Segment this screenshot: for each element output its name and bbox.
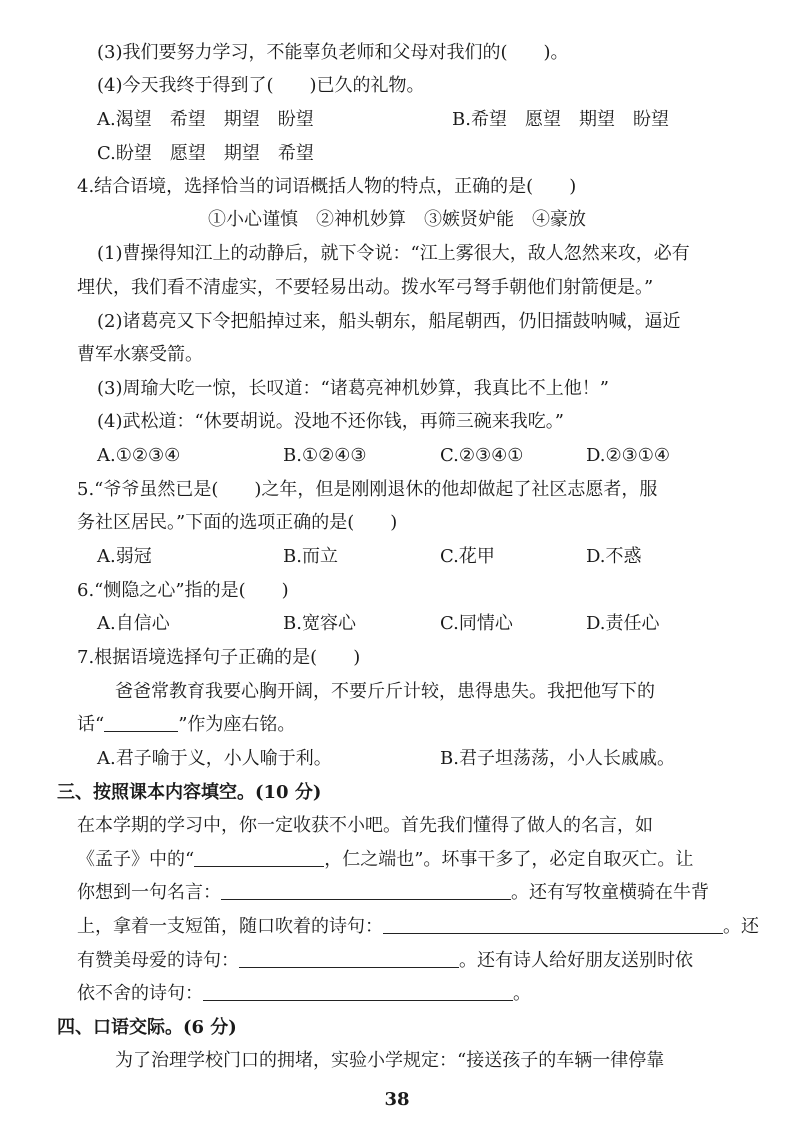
q7-stem: 7.根据语境选择句子正确的是( ) [77,647,361,668]
q4-option-c: C.②③④① [440,445,524,466]
section-3-line-2 [77,848,693,872]
section-3-line-3-suffix: 。还有写牧童横骑在牛背 [511,882,709,903]
q4-word-bank: ①小心谨慎 ②神机妙算 ③嫉贤妒能 ④豪放 [208,209,586,230]
q3-option-a: A.渴望 希望 期望 盼望 [97,109,314,130]
q7-context-suffix: ”作为座右铭。 [178,714,296,735]
q4-option-b: B.①②④③ [283,445,367,466]
section-3-title: 三、按照课本内容填空。(10 分) [57,782,322,803]
q7-option-a: A.君子喻于义，小人喻于利。 [97,748,332,769]
q4-sentence-3: (3)周瑜大吃一惊，长叹道：“诸葛亮神机妙算，我真比不上他！” [97,378,609,399]
q6-option-d: D.责任心 [586,613,660,634]
q3-option-c: C.盼望 愿望 期望 希望 [97,143,314,164]
section-3-line-2-prefix: 《孟子》中的“ [77,849,195,870]
section-3-line-4 [77,915,759,939]
section-3-line-5-suffix: 。还有诗人给好朋友送别时依 [459,950,693,971]
q6-option-b: B.宽容心 [283,613,356,634]
q6-option-a: A.自信心 [97,613,170,634]
section-3-line-6 [77,982,531,1006]
q4-sentence-4: (4)武松道：“休要胡说。没地不还你钱，再筛三碗来我吃。” [97,411,564,432]
q5-option-c: C.花甲 [440,546,495,567]
section-4-line-1: 为了治理学校门口的拥堵，实验小学规定：“接送孩子的车辆一律停靠 [115,1050,665,1071]
q5-option-a: A.弱冠 [97,546,152,567]
q4-stem: 4.结合语境，选择恰当的词语概括人物的特点，正确的是( ) [77,176,577,197]
section-3-line-2-suffix: ，仁之端也”。坏事干多了，必定自取灭亡。让 [324,849,694,870]
section-4-title: 四、口语交际。(6 分) [57,1017,237,1038]
q5-option-b: B.而立 [283,546,338,567]
section-3-line-4-prefix: 上，拿着一支短笛，随口吹着的诗句： [77,916,383,937]
q4-sentence-1a: (1)曹操得知江上的动静后，就下令说：“江上雾很大，敌人忽然来攻，必有 [97,243,690,264]
section-3-line-3-prefix: 你想到一句名言： [77,882,221,903]
section-3-line-3 [77,881,709,905]
mother-love-poem-blank[interactable] [239,949,459,968]
section-3-line-4-suffix: 。还 [723,916,759,937]
section-3-line-5-prefix: 有赞美母爱的诗句： [77,950,239,971]
famous-saying-blank[interactable] [221,881,511,900]
q4-sentence-1b: 埋伏，我们看不清虚实，不要轻易出动。拨水军弓弩手朝他们射箭便是。” [77,277,654,298]
q4-option-a: A.①②③④ [97,445,181,466]
q4-sentence-2a: (2)诸葛亮又下令把船掉过来，船头朝东，船尾朝西，仍旧擂鼓呐喊，逼近 [97,311,681,332]
q7-context-line-2 [77,713,295,737]
q3-option-b: B.希望 愿望 期望 盼望 [452,109,669,130]
q4-option-d: D.②③①④ [586,445,671,466]
section-3-line-6-suffix: 。 [513,983,531,1004]
q5-stem-line-1: 5.“爷爷虽然已是( )之年，但是刚刚退休的他却做起了社区志愿者，服 [77,479,658,500]
q6-option-c: C.同情心 [440,613,513,634]
q3-sentence-4: (4)今天我终于得到了( )已久的礼物。 [97,75,425,96]
q5-stem-line-2: 务社区居民。”下面的选项正确的是( ) [77,512,398,533]
q7-context-prefix: 话“ [77,714,105,735]
section-3-line-5 [77,949,693,973]
q3-sentence-3: (3)我们要努力学习，不能辜负老师和父母对我们的( )。 [97,42,569,63]
q7-context: 爸爸常教育我要心胸开阔，不要斤斤计较，患得患失。我把他写下的 [115,681,655,702]
q4-sentence-2b: 曹军水寨受箭。 [77,344,203,365]
herdboy-poem-blank[interactable] [383,915,723,934]
q7-option-b: B.君子坦荡荡，小人长戚戚。 [440,748,675,769]
mencius-quote-blank[interactable] [194,848,324,867]
section-3-line-6-prefix: 依不舍的诗句： [77,983,203,1004]
q6-stem: 6.“恻隐之心”指的是( ) [77,580,289,601]
section-3-line-1: 在本学期的学习中，你一定收获不小吧。首先我们懂得了做人的名言，如 [77,815,653,836]
q5-option-d: D.不惑 [586,546,642,567]
q7-answer-blank[interactable] [104,713,178,732]
farewell-poem-blank[interactable] [203,982,513,1001]
page-number: 38 [384,1089,410,1110]
